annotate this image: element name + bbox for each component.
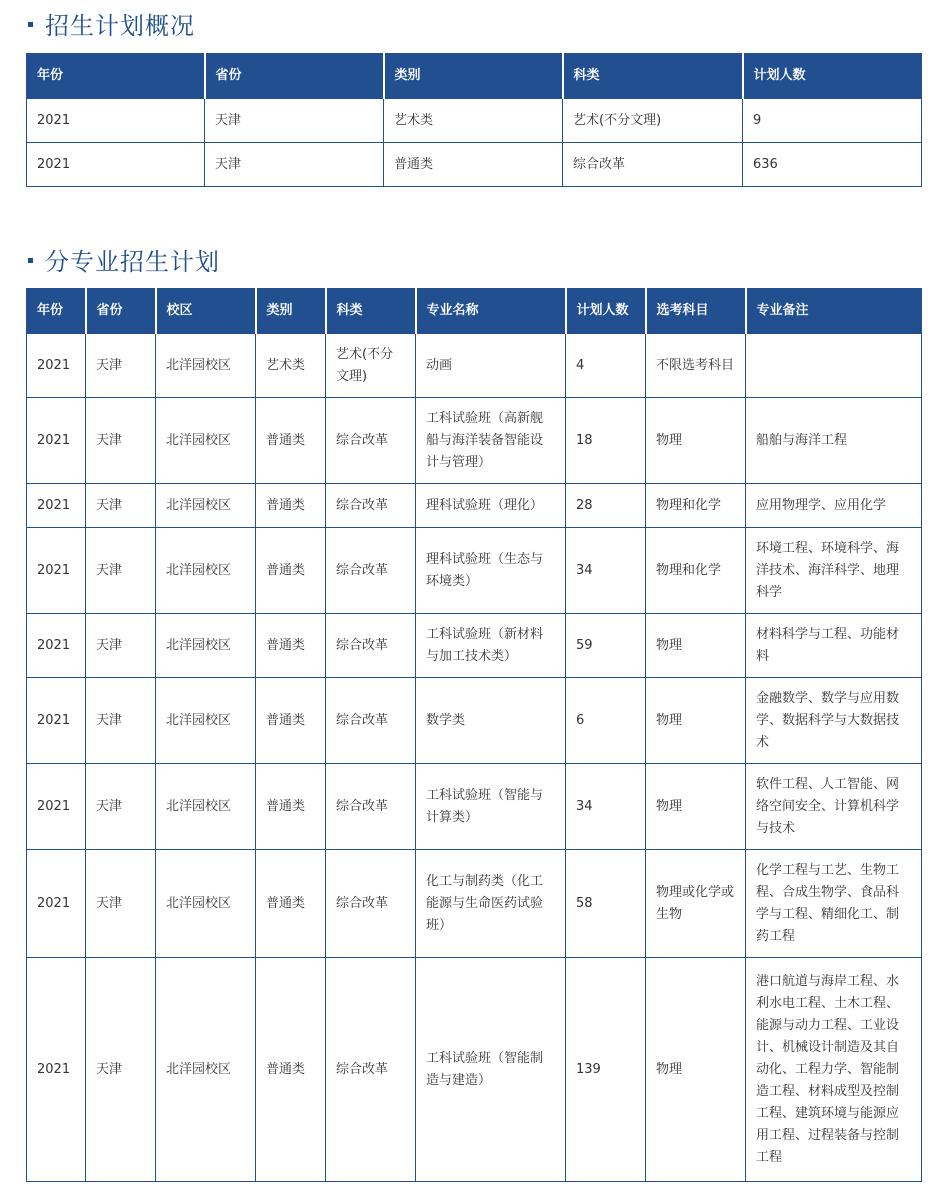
- cell-category: 普通类: [256, 764, 326, 850]
- cell-plan-count: 139: [566, 958, 646, 1182]
- cell-province: 天津: [205, 143, 384, 187]
- cell-plan-count: 34: [566, 528, 646, 614]
- cell-subject-type: 艺术(不分文理): [326, 334, 416, 398]
- table-row: [27, 958, 922, 1182]
- cell-elective-subjects: 物理: [646, 398, 746, 484]
- section-title-text: 分专业招生计划: [45, 248, 220, 276]
- table-row: [27, 764, 922, 850]
- table-row: [27, 850, 922, 958]
- cell-plan-count: 636: [743, 143, 922, 187]
- cell-major-notes: [746, 334, 922, 398]
- cell-major-name: 数学类: [416, 678, 566, 764]
- section-title-plan-overview: [28, 6, 195, 41]
- section-title-major-plan: [28, 242, 220, 277]
- cell-category: 普通类: [256, 484, 326, 528]
- plan-overview-table: [26, 53, 922, 187]
- cell-year: 2021: [27, 678, 86, 764]
- cell-major-notes: 应用物理学、应用化学: [746, 484, 922, 528]
- col-header-category: 类别: [256, 289, 326, 334]
- table-row: [27, 398, 922, 484]
- cell-year: 2021: [27, 614, 86, 678]
- cell-subject-type: 综合改革: [326, 958, 416, 1182]
- col-header-province: 省份: [205, 54, 384, 99]
- major-plan-table: [26, 288, 922, 1182]
- table-header-row: [27, 289, 922, 334]
- cell-year: 2021: [27, 398, 86, 484]
- cell-year: 2021: [27, 143, 205, 187]
- cell-category: 艺术类: [384, 99, 563, 143]
- col-header-plan-count: 计划人数: [566, 289, 646, 334]
- col-header-year: 年份: [27, 54, 205, 99]
- col-header-elective-subjects: 选考科目: [646, 289, 746, 334]
- cell-province: 天津: [86, 614, 156, 678]
- cell-elective-subjects: 物理或化学或生物: [646, 850, 746, 958]
- cell-category: 普通类: [256, 850, 326, 958]
- cell-year: 2021: [27, 528, 86, 614]
- col-header-subject-type: 科类: [563, 54, 743, 99]
- col-header-major-name: 专业名称: [416, 289, 566, 334]
- cell-province: 天津: [86, 678, 156, 764]
- table-row: [27, 143, 922, 187]
- cell-campus: 北洋园校区: [156, 958, 256, 1182]
- table-row: [27, 614, 922, 678]
- cell-elective-subjects: 物理: [646, 958, 746, 1182]
- cell-province: 天津: [86, 528, 156, 614]
- cell-province: 天津: [86, 764, 156, 850]
- cell-category: 艺术类: [256, 334, 326, 398]
- cell-elective-subjects: 物理: [646, 614, 746, 678]
- cell-category: 普通类: [256, 398, 326, 484]
- cell-major-notes: 金融数学、数学与应用数学、数据科学与大数据技术: [746, 678, 922, 764]
- cell-major-name: 工科试验班（新材料与加工技术类）: [416, 614, 566, 678]
- cell-subject-type: 综合改革: [326, 678, 416, 764]
- table-row: [27, 528, 922, 614]
- cell-elective-subjects: 物理: [646, 678, 746, 764]
- cell-subject-type: 综合改革: [326, 764, 416, 850]
- cell-plan-count: 4: [566, 334, 646, 398]
- cell-major-name: 理科试验班（生态与环境类）: [416, 528, 566, 614]
- cell-plan-count: 28: [566, 484, 646, 528]
- cell-major-notes: 环境工程、环境科学、海洋技术、海洋科学、地理科学: [746, 528, 922, 614]
- cell-category: 普通类: [256, 678, 326, 764]
- cell-province: 天津: [205, 99, 384, 143]
- cell-major-notes: 港口航道与海岸工程、水利水电工程、土木工程、能源与动力工程、工业设计、机械设计制造及其自动化、工程力学、智能制造工程、材料成型及控制工程、建筑环境与能源应用工程、过程装备与控制工程: [746, 958, 922, 1182]
- cell-major-name: 工科试验班（智能与计算类）: [416, 764, 566, 850]
- cell-year: 2021: [27, 764, 86, 850]
- table-row: [27, 484, 922, 528]
- cell-elective-subjects: 不限选考科目: [646, 334, 746, 398]
- col-header-year: 年份: [27, 289, 86, 334]
- cell-campus: 北洋园校区: [156, 850, 256, 958]
- cell-year: 2021: [27, 99, 205, 143]
- cell-plan-count: 58: [566, 850, 646, 958]
- cell-year: 2021: [27, 484, 86, 528]
- cell-campus: 北洋园校区: [156, 614, 256, 678]
- table-header-row: [27, 54, 922, 99]
- table-row: [27, 678, 922, 764]
- section-title-text: 招生计划概况: [45, 12, 195, 40]
- col-header-campus: 校区: [156, 289, 256, 334]
- cell-subject-type: 综合改革: [326, 484, 416, 528]
- cell-elective-subjects: 物理和化学: [646, 484, 746, 528]
- cell-category: 普通类: [256, 528, 326, 614]
- cell-subject-type: 综合改革: [563, 143, 743, 187]
- cell-plan-count: 18: [566, 398, 646, 484]
- cell-province: 天津: [86, 334, 156, 398]
- cell-province: 天津: [86, 398, 156, 484]
- cell-subject-type: 综合改革: [326, 614, 416, 678]
- col-header-category: 类别: [384, 54, 563, 99]
- cell-province: 天津: [86, 484, 156, 528]
- cell-plan-count: 59: [566, 614, 646, 678]
- cell-major-notes: 船舶与海洋工程: [746, 398, 922, 484]
- square-bullet-icon: [28, 258, 33, 263]
- cell-subject-type: 综合改革: [326, 398, 416, 484]
- cell-plan-count: 9: [743, 99, 922, 143]
- cell-subject-type: 综合改革: [326, 528, 416, 614]
- col-header-major-notes: 专业备注: [746, 289, 922, 334]
- cell-campus: 北洋园校区: [156, 764, 256, 850]
- cell-year: 2021: [27, 334, 86, 398]
- cell-subject-type: 艺术(不分文理): [563, 99, 743, 143]
- cell-year: 2021: [27, 958, 86, 1182]
- cell-major-name: 工科试验班（智能制造与建造）: [416, 958, 566, 1182]
- cell-year: 2021: [27, 850, 86, 958]
- cell-campus: 北洋园校区: [156, 678, 256, 764]
- table-row: [27, 99, 922, 143]
- cell-major-notes: 化学工程与工艺、生物工程、合成生物学、食品科学与工程、精细化工、制药工程: [746, 850, 922, 958]
- col-header-plan-count: 计划人数: [743, 54, 922, 99]
- cell-major-notes: 软件工程、人工智能、网络空间安全、计算机科学与技术: [746, 764, 922, 850]
- cell-campus: 北洋园校区: [156, 398, 256, 484]
- cell-subject-type: 综合改革: [326, 850, 416, 958]
- cell-major-name: 工科试验班（高新舰船与海洋装备智能设计与管理）: [416, 398, 566, 484]
- cell-category: 普通类: [384, 143, 563, 187]
- cell-major-name: 化工与制药类（化工能源与生命医药试验班）: [416, 850, 566, 958]
- cell-campus: 北洋园校区: [156, 528, 256, 614]
- col-header-subject-type: 科类: [326, 289, 416, 334]
- cell-major-name: 理科试验班（理化）: [416, 484, 566, 528]
- col-header-province: 省份: [86, 289, 156, 334]
- cell-elective-subjects: 物理: [646, 764, 746, 850]
- cell-plan-count: 6: [566, 678, 646, 764]
- cell-campus: 北洋园校区: [156, 334, 256, 398]
- cell-province: 天津: [86, 958, 156, 1182]
- cell-campus: 北洋园校区: [156, 484, 256, 528]
- square-bullet-icon: [28, 22, 33, 27]
- cell-category: 普通类: [256, 958, 326, 1182]
- table-row: [27, 334, 922, 398]
- cell-province: 天津: [86, 850, 156, 958]
- cell-major-name: 动画: [416, 334, 566, 398]
- cell-major-notes: 材料科学与工程、功能材料: [746, 614, 922, 678]
- cell-category: 普通类: [256, 614, 326, 678]
- cell-elective-subjects: 物理和化学: [646, 528, 746, 614]
- cell-plan-count: 34: [566, 764, 646, 850]
